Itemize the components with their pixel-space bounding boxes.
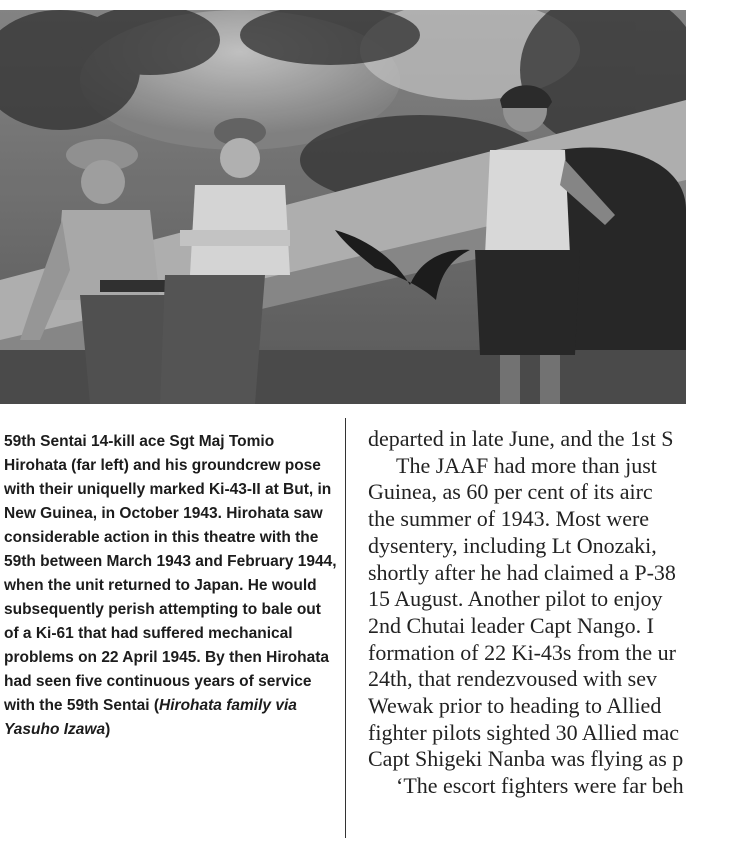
body-line: Capt Shigeki Nanba was flying as p: [368, 746, 684, 772]
body-text-column: [368, 426, 737, 800]
body-line: Wewak prior to heading to Allied: [368, 693, 662, 719]
body-line: 2nd Chutai leader Capt Nango. I: [368, 612, 654, 638]
body-line: dysentery, including Lt Onozaki,: [368, 532, 657, 558]
caption-credit-close: ): [105, 721, 111, 738]
caption-credit-open: (: [153, 697, 160, 714]
historical-photo: [0, 10, 686, 404]
body-line: 24th, that rendezvoused with sev: [368, 666, 657, 692]
body-line: fighter pilots sighted 30 Allied mac: [368, 719, 680, 745]
body-line: departed in late June, and the 1st S: [368, 426, 674, 451]
body-line: 15 August. Another pilot to enjoy: [368, 586, 663, 612]
photo-caption: [4, 430, 339, 742]
body-line: shortly after he had claimed a P-38: [368, 559, 676, 585]
caption-credit: Hirohata family via Yasuho Izawa: [4, 697, 297, 738]
body-line: ‘The escort fighters were far beh: [396, 773, 684, 799]
body-line: the summer of 1943. Most were: [368, 506, 650, 532]
caption-text: 59th Sentai 14-kill ace Sgt Maj Tomio Hirohata (far left) and his groundcrew pose with their uniquelly marked Ki-43-II at But, in New Guinea, in October 1943. Hirohata saw considerable action in this theatre with the 59th between March 1943 and February 1944, when the unit returned to Japan. He would subsequently perish attempting to bale out of a Ki-61 that had suffered mechanical problems on 22 April 1945. By then Hirohata had seen five continuous years of service with the 59th Sentai: [4, 433, 337, 714]
column-divider: [345, 418, 346, 838]
photo-artwork: [0, 10, 686, 404]
body-line: The JAAF had more than just: [396, 452, 657, 478]
body-line: Guinea, as 60 per cent of its airc: [368, 479, 653, 505]
body-line: formation of 22 Ki-43s from the ur: [368, 639, 676, 665]
